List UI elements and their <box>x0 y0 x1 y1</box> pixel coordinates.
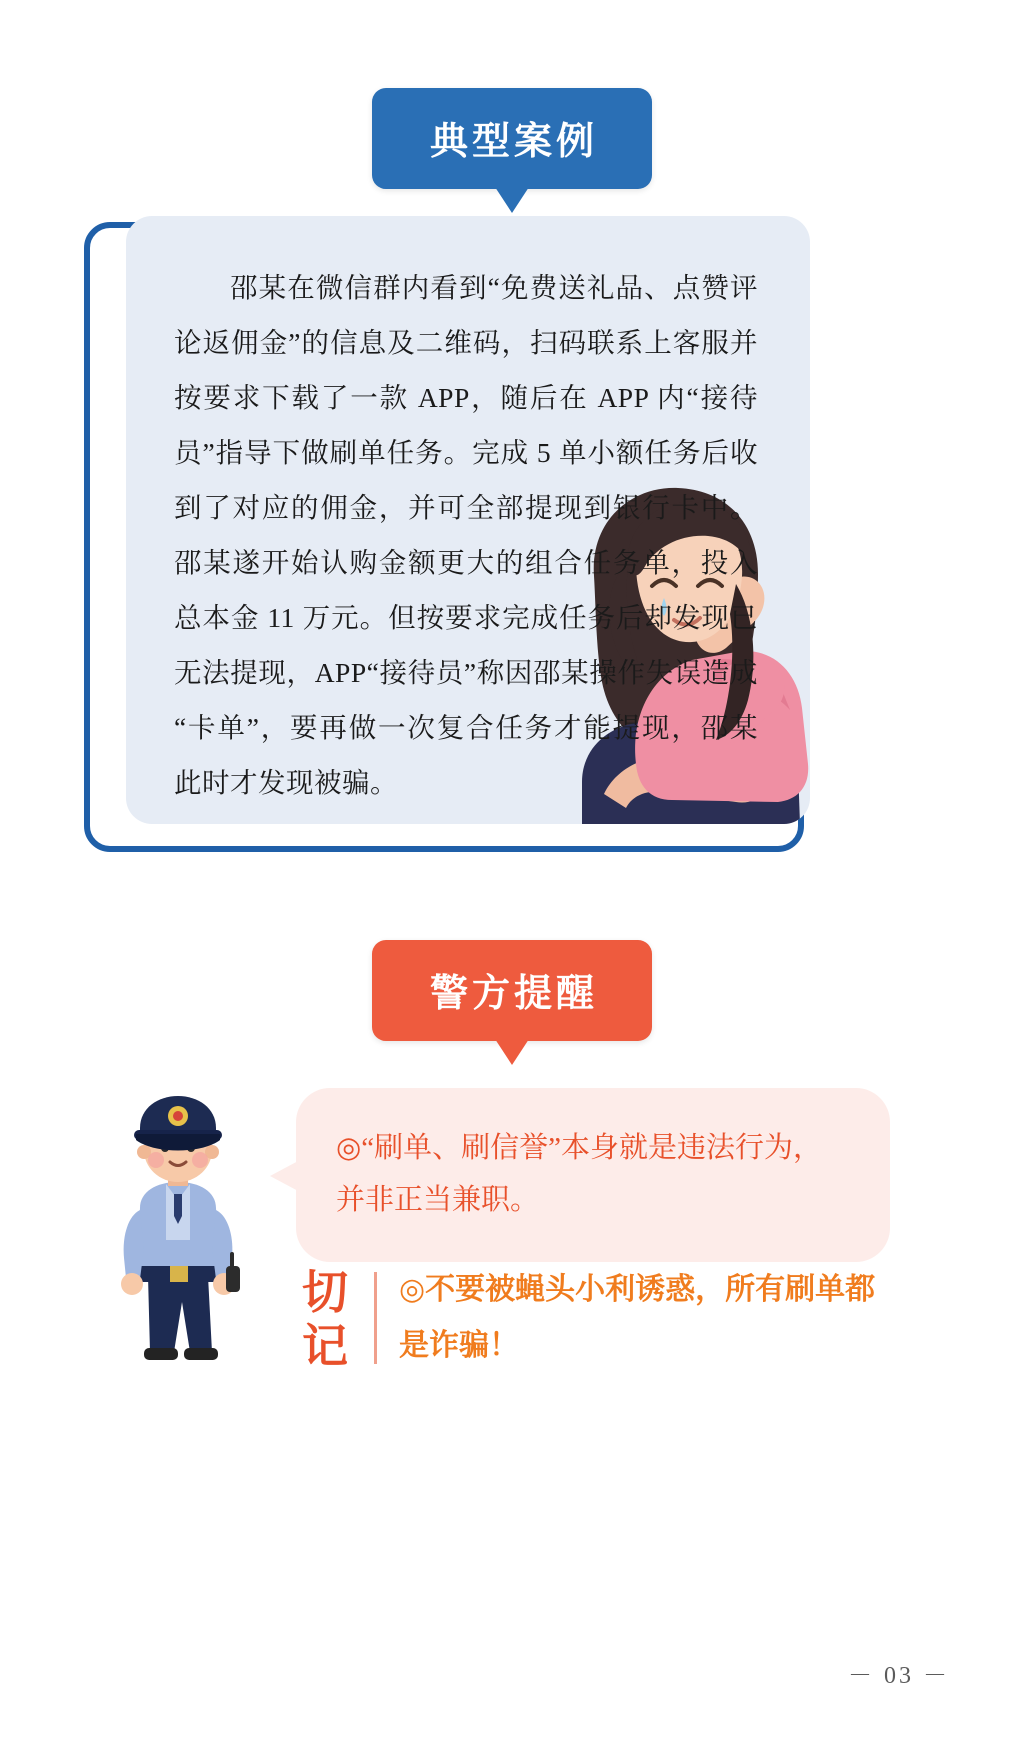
police-tip-badge-wrap <box>0 940 1024 1041</box>
policeman-illustration <box>78 1090 278 1370</box>
remember-row <box>282 1262 902 1374</box>
case-card <box>126 216 810 824</box>
page-number: － 03 － <box>848 1663 950 1689</box>
remember-text: ◎不要被蝇头小利诱惑，所有刷单都是诈骗！ <box>399 1273 876 1362</box>
police-tip-bubble: ◎“刷单、刷信誉”本身就是违法行为，并非正当兼职。 <box>296 1088 890 1262</box>
case-badge: 典型案例 <box>372 88 652 189</box>
case-body-text: 邵某在微信群内看到“免费送礼品、点赞评论返佣金”的信息及二维码，扫码联系上客服并按要求下载了一款 APP，随后在 APP 内“接待员”指导下做刷单任务。完成 5 单小额任务后收到了对应的佣金，并可全部提现到银行卡中。邵某遂开始认购金额更大的组合任务单，投入总本金 11 万元。但按要求完成任务后却发现已无法提现，APP“接待员”称因邵某操作失误造成“卡单”，要再做一次复合任务才能提现，邵某此时才发现被骗。 <box>174 272 758 798</box>
case-card-frame <box>84 222 804 852</box>
police-tip-badge: 警方提醒 <box>372 940 652 1041</box>
remember-divider <box>374 1272 377 1364</box>
remember-mark: 切记 <box>302 1267 348 1372</box>
case-badge-wrap <box>0 88 1024 189</box>
